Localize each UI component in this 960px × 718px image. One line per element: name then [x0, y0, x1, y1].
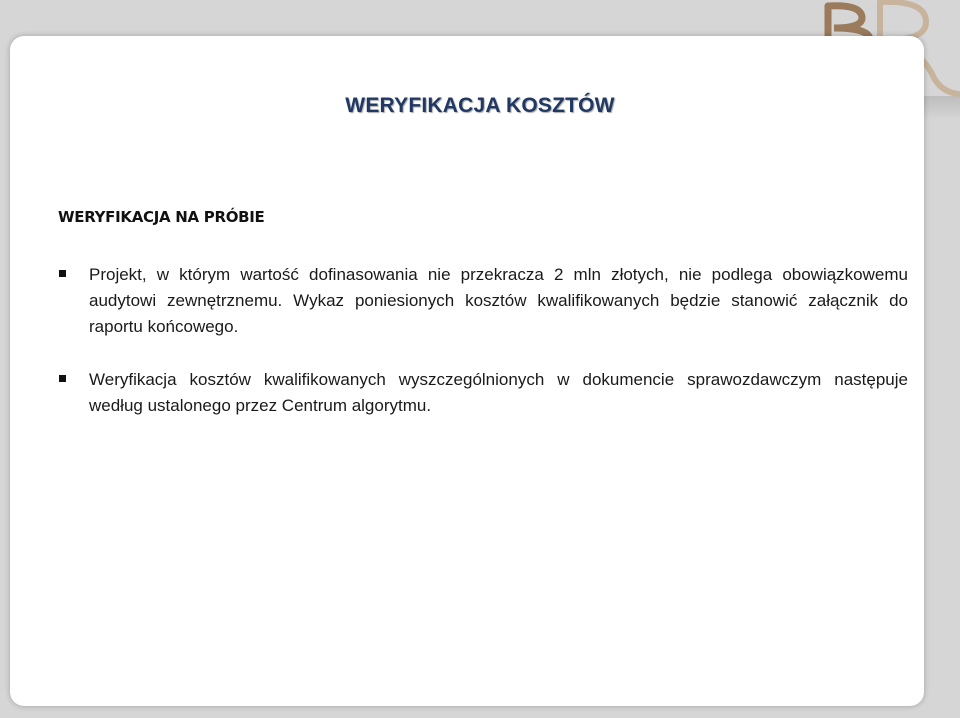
slide-subtitle: WERYFIKACJA NA PRÓBIE: [58, 208, 265, 226]
square-bullet-icon: [59, 270, 66, 277]
bullet-item: [58, 262, 908, 340]
bullet-text: Projekt, w którym wartość dofinasowania nie przekracza 2 mln złotych, nie podlega obowiązkowemu audytowi zewnętrznemu. Wykaz poniesionych kosztów kwalifikowanych będzie stanowić załącznik do raportu końcowego.: [89, 265, 908, 336]
square-bullet-icon: [59, 375, 66, 382]
bullet-text: Weryfikacja kosztów kwalifikowanych wyszczególnionych w dokumencie sprawozdawczym następuje według ustalonego przez Centrum algorytmu.: [89, 370, 908, 415]
bullet-list: [58, 262, 908, 446]
slide-title: WERYFIKACJA KOSZTÓW: [345, 94, 615, 117]
bullet-item: [58, 367, 908, 419]
